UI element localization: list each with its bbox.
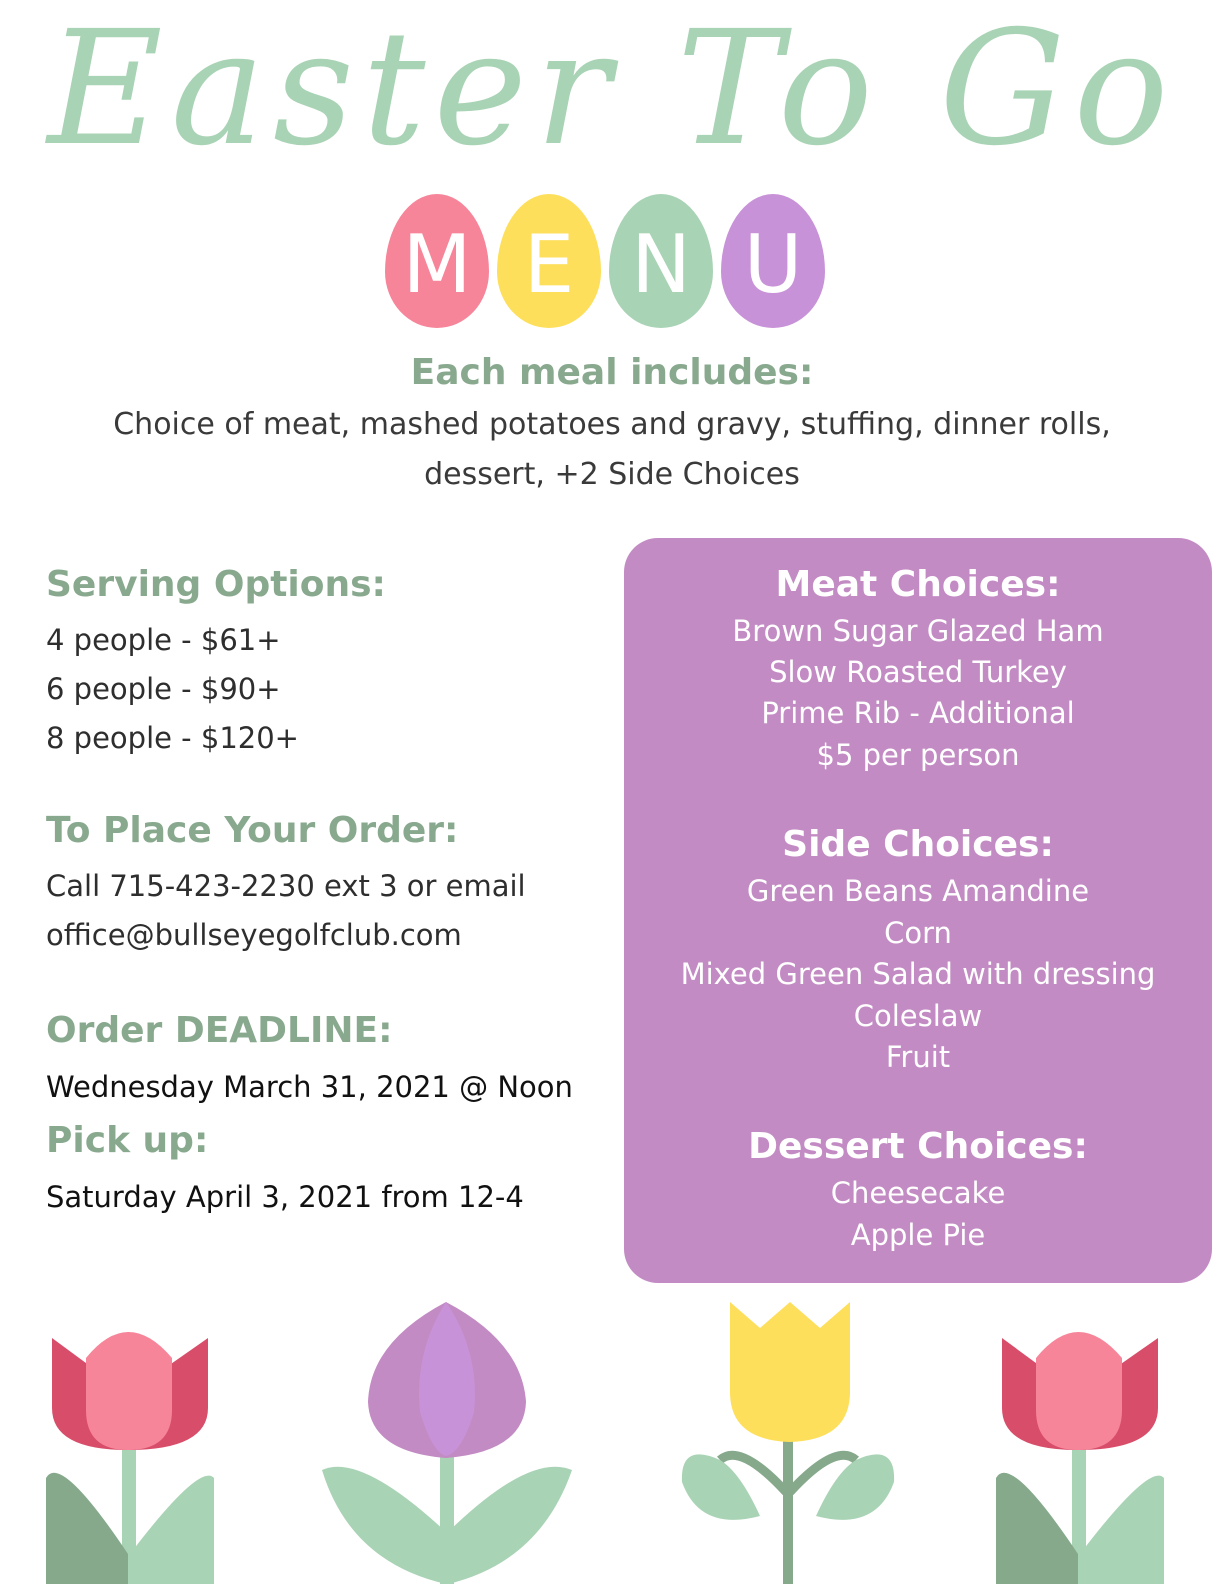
serving-heading: Serving Options: <box>46 564 386 605</box>
egg-u: U <box>721 194 825 328</box>
serving-option: 8 people - $120+ <box>46 721 299 755</box>
pickup-heading: Pick up: <box>46 1120 209 1161</box>
serving-option: 4 people - $61+ <box>46 623 281 657</box>
side-item: Green Beans Amandine <box>746 874 1090 908</box>
deadline-heading: Order DEADLINE: <box>46 1010 393 1051</box>
tulip-pink-icon <box>46 1332 214 1584</box>
choices-panel <box>624 538 1212 1283</box>
meat-item: $5 per person <box>816 738 1020 772</box>
egg-n: N <box>609 194 713 328</box>
page-title: Easter To Go <box>47 0 1177 181</box>
dessert-item: Apple Pie <box>850 1218 986 1252</box>
includes-text: Choice of meat, mashed potatoes and gravy, stuffing, dinner rolls, dessert, +2 Side Choices <box>113 407 1111 492</box>
meat-item: Slow Roasted Turkey <box>769 655 1067 689</box>
sides-heading: Side Choices: <box>782 824 1054 865</box>
tulip-decoration <box>0 1292 1224 1584</box>
meat-item: Brown Sugar Glazed Ham <box>732 614 1104 648</box>
meat-item: Prime Rib - Additional <box>761 696 1075 730</box>
includes-heading: Each meal includes: <box>410 352 814 393</box>
egg-e: E <box>497 194 601 328</box>
side-item: Coleslaw <box>853 999 983 1033</box>
order-email[interactable]: office@bullseyegolfclub.com <box>46 918 462 952</box>
meat-heading: Meat Choices: <box>775 564 1061 605</box>
side-item: Fruit <box>885 1040 951 1074</box>
tulip-yellow-icon <box>682 1302 894 1584</box>
pickup-text: Saturday April 3, 2021 from 12-4 <box>46 1180 524 1214</box>
order-heading: To Place Your Order: <box>46 810 459 851</box>
order-phone: Call 715-423-2230 ext 3 or email <box>46 869 526 903</box>
tulip-purple-icon <box>322 1302 572 1584</box>
side-item: Corn <box>884 916 952 950</box>
dessert-item: Cheesecake <box>830 1176 1006 1210</box>
side-item: Mixed Green Salad with dressing <box>680 957 1156 991</box>
serving-option: 6 people - $90+ <box>46 672 281 706</box>
tulip-pink-icon <box>996 1332 1164 1584</box>
desserts-heading: Dessert Choices: <box>748 1126 1088 1167</box>
egg-m: M <box>385 194 489 328</box>
menu-eggs <box>385 194 825 330</box>
deadline-text: Wednesday March 31, 2021 @ Noon <box>46 1070 573 1104</box>
